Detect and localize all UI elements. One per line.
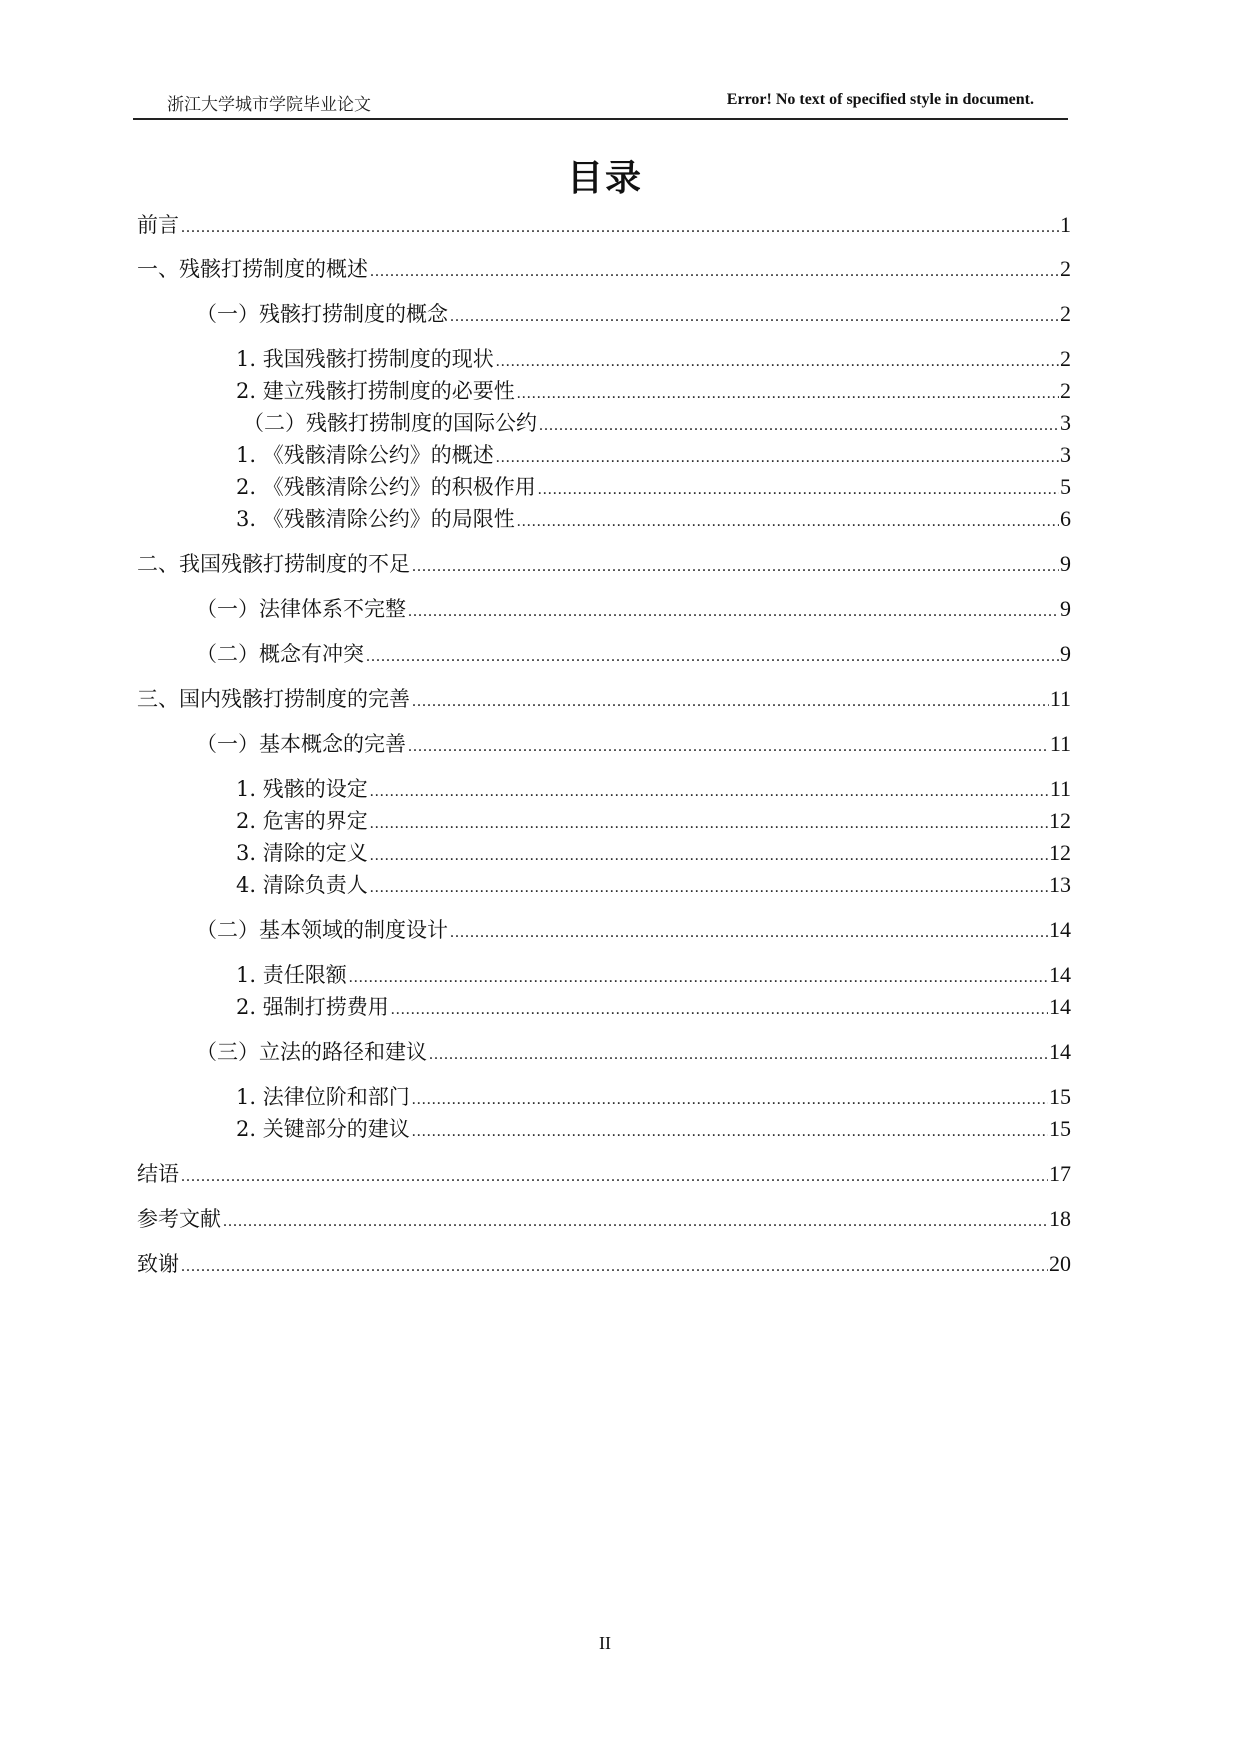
toc-entry[interactable] bbox=[137, 1160, 1071, 1191]
toc-leader-dots bbox=[450, 919, 1048, 947]
toc-entry-text: （一）基本概念的完善 bbox=[196, 732, 406, 756]
toc-entry-text: 3. 《残骸清除公约》的局限性 bbox=[236, 507, 515, 531]
toc-leader-dots bbox=[370, 810, 1048, 838]
toc-entry-page: 14 bbox=[1049, 962, 1071, 987]
toc-leader-dots bbox=[412, 1118, 1048, 1146]
toc-entry[interactable] bbox=[137, 211, 1071, 242]
toc-entry-text: 3. 清除的定义 bbox=[236, 841, 368, 865]
toc-entry-page: 2 bbox=[1060, 256, 1071, 281]
toc-leader-dots bbox=[181, 1163, 1048, 1191]
toc-entry[interactable] bbox=[196, 640, 1071, 671]
toc-entry-page: 12 bbox=[1049, 840, 1071, 865]
toc-entry[interactable] bbox=[137, 1250, 1071, 1281]
toc-leader-dots bbox=[412, 688, 1049, 716]
toc-entry-page: 9 bbox=[1060, 596, 1071, 621]
toc-entry-page: 9 bbox=[1060, 641, 1071, 666]
toc-entry[interactable] bbox=[236, 1115, 1071, 1146]
toc-entry-text: 2. 危害的界定 bbox=[236, 809, 368, 833]
toc-entry[interactable] bbox=[236, 441, 1071, 472]
toc-entry-text: 2. 《残骸清除公约》的积极作用 bbox=[236, 475, 536, 499]
toc-leader-dots bbox=[408, 733, 1049, 761]
toc-leader-dots bbox=[181, 1253, 1048, 1281]
toc-entry-page: 2 bbox=[1060, 301, 1071, 326]
toc-entry-page: 9 bbox=[1060, 551, 1071, 576]
toc-entry-page: 13 bbox=[1049, 872, 1071, 897]
toc-leader-dots bbox=[223, 1208, 1048, 1236]
toc-entry-page: 14 bbox=[1049, 1039, 1071, 1064]
toc-entry-text: （三）立法的路径和建议 bbox=[196, 1040, 427, 1064]
toc-entry[interactable] bbox=[236, 377, 1071, 408]
toc-entry-page: 15 bbox=[1049, 1116, 1071, 1141]
toc-entry[interactable] bbox=[137, 550, 1071, 581]
toc-entry-page: 5 bbox=[1060, 474, 1071, 499]
toc-entry-text: 1. 《残骸清除公约》的概述 bbox=[236, 443, 494, 467]
toc-entry-page: 15 bbox=[1049, 1084, 1071, 1109]
toc-entry-text: 结语 bbox=[137, 1162, 179, 1186]
toc-entry-text: （一）残骸打捞制度的概念 bbox=[196, 302, 448, 326]
toc-entry-text: （二）基本领域的制度设计 bbox=[196, 918, 448, 942]
toc-leader-dots bbox=[538, 476, 1059, 504]
toc-entry-page: 20 bbox=[1049, 1251, 1071, 1276]
toc-leader-dots bbox=[412, 1086, 1048, 1114]
toc-entry-text: 1. 法律位阶和部门 bbox=[236, 1085, 410, 1109]
toc-leader-dots bbox=[496, 348, 1059, 376]
toc-entry[interactable] bbox=[236, 1083, 1071, 1114]
toc-entry-text: （二）概念有冲突 bbox=[196, 642, 364, 666]
toc-leader-dots bbox=[412, 553, 1059, 581]
toc-leader-dots bbox=[539, 412, 1059, 440]
toc-title: 目录 bbox=[566, 157, 643, 199]
toc-entry-page: 11 bbox=[1049, 776, 1071, 801]
toc-entry[interactable] bbox=[196, 300, 1071, 331]
toc-entry[interactable] bbox=[137, 255, 1071, 286]
toc-leader-dots bbox=[408, 598, 1059, 626]
toc-entry-page: 18 bbox=[1049, 1206, 1071, 1231]
toc-entry-text: 4. 清除负责人 bbox=[236, 873, 368, 897]
toc-entry-text: 2. 建立残骸打捞制度的必要性 bbox=[236, 379, 515, 403]
toc-leader-dots bbox=[429, 1041, 1048, 1069]
toc-leader-dots bbox=[370, 778, 1049, 806]
toc-entry-page: 12 bbox=[1049, 808, 1071, 833]
toc-entry-page: 3 bbox=[1060, 442, 1071, 467]
toc-entry-text: 1. 残骸的设定 bbox=[236, 777, 368, 801]
toc-entry-text: 前言 bbox=[137, 213, 179, 237]
toc-entry-page: 11 bbox=[1049, 731, 1071, 756]
toc-leader-dots bbox=[181, 214, 1059, 242]
page-number: II bbox=[599, 1633, 611, 1653]
toc-entry-text: （一）法律体系不完整 bbox=[196, 597, 406, 621]
toc-entry-page: 1 bbox=[1060, 212, 1071, 237]
toc-entry[interactable] bbox=[196, 916, 1071, 947]
toc-entry[interactable] bbox=[196, 730, 1071, 761]
toc-entry[interactable] bbox=[236, 775, 1071, 806]
toc-entry[interactable] bbox=[236, 871, 1071, 902]
toc-leader-dots bbox=[370, 874, 1048, 902]
toc-leader-dots bbox=[496, 444, 1059, 472]
toc-entry[interactable] bbox=[236, 993, 1071, 1024]
toc-entry-text: 致谢 bbox=[137, 1252, 179, 1276]
toc-leader-dots bbox=[366, 643, 1059, 671]
header-style-error: Error! No text of specified style in document. bbox=[726, 91, 1034, 108]
toc-entry[interactable] bbox=[196, 595, 1071, 626]
toc-entry[interactable] bbox=[243, 409, 1071, 440]
toc-leader-dots bbox=[370, 258, 1059, 286]
toc-leader-dots bbox=[391, 996, 1048, 1024]
toc-entry-text: 参考文献 bbox=[137, 1207, 221, 1231]
toc-entry[interactable] bbox=[236, 505, 1071, 536]
toc-entry[interactable] bbox=[137, 1205, 1071, 1236]
toc-leader-dots bbox=[349, 964, 1048, 992]
toc-leader-dots bbox=[517, 380, 1059, 408]
toc-entry[interactable] bbox=[236, 807, 1071, 838]
toc-entry-text: （二）残骸打捞制度的国际公约 bbox=[243, 411, 537, 435]
toc-entry-page: 2 bbox=[1060, 378, 1071, 403]
toc-entry-text: 二、我国残骸打捞制度的不足 bbox=[137, 552, 410, 576]
toc-entry[interactable] bbox=[236, 345, 1071, 376]
toc-entry-text: 一、残骸打捞制度的概述 bbox=[137, 257, 368, 281]
toc-entry-text: 1. 责任限额 bbox=[236, 963, 347, 987]
toc-entry-page: 14 bbox=[1049, 994, 1071, 1019]
toc-entry[interactable] bbox=[137, 685, 1071, 716]
toc-entry-text: 2. 强制打捞费用 bbox=[236, 995, 389, 1019]
toc-entry-text: 三、国内残骸打捞制度的完善 bbox=[137, 687, 410, 711]
toc-entry[interactable] bbox=[236, 839, 1071, 870]
toc-leader-dots bbox=[450, 303, 1059, 331]
header-school-title: 浙江大学城市学院毕业论文 bbox=[167, 95, 371, 115]
toc-leader-dots bbox=[370, 842, 1048, 870]
toc-entry[interactable] bbox=[236, 961, 1071, 992]
toc-entry-page: 11 bbox=[1049, 686, 1071, 711]
toc-entry[interactable] bbox=[236, 473, 1071, 504]
toc-entry-page: 2 bbox=[1060, 346, 1071, 371]
toc-entry-page: 14 bbox=[1049, 917, 1071, 942]
toc-entry-page: 17 bbox=[1049, 1161, 1071, 1186]
toc-entry-text: 2. 关键部分的建议 bbox=[236, 1117, 410, 1141]
toc-leader-dots bbox=[517, 508, 1059, 536]
toc-entry[interactable] bbox=[196, 1038, 1071, 1069]
toc-entry-page: 3 bbox=[1060, 410, 1071, 435]
toc-entry-text: 1. 我国残骸打捞制度的现状 bbox=[236, 347, 494, 371]
toc-entry-page: 6 bbox=[1060, 506, 1071, 531]
